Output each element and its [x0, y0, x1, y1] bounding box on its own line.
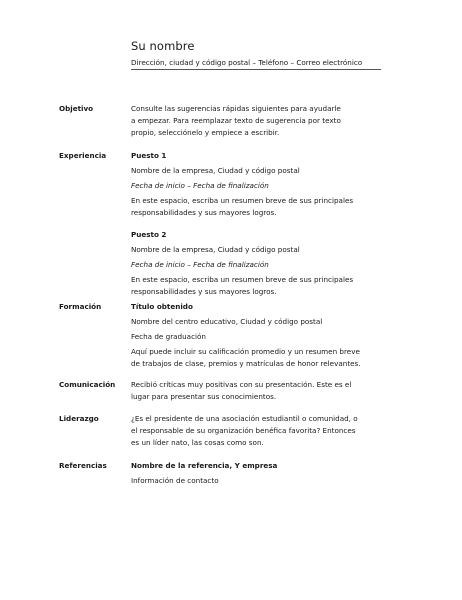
section-label-communication: Comunicación [59, 380, 116, 389]
communication-content[interactable] [131, 380, 385, 402]
leadership-line: el responsable de su organización benéfica favorita? Entonces [131, 426, 356, 435]
objective-line: a empezar. Para reemplazar texto de sugerencia por texto [131, 116, 341, 125]
job-dates: Fecha de inicio – Fecha de finalización [131, 260, 269, 269]
section-label-leadership: Liderazgo [59, 414, 99, 423]
school-name: Nombre del centro educativo, Ciudad y código postal [131, 317, 323, 326]
education-detail-line: Aquí puede incluir su calificación promedio y un resumen breve [131, 347, 360, 356]
communication-line: Recibió críticas muy positivas con su presentación. Este es el [131, 380, 352, 389]
leadership-line: ¿Es el presidente de una asociación estudiantil o comunidad, o [131, 414, 358, 423]
section-label-experience: Experiencia [59, 151, 107, 160]
section-label-objective: Objetivo [59, 104, 94, 113]
section-label-references: Referencias [59, 461, 107, 470]
objective-line: propio, selecciónelo y empiece a escribir. [131, 128, 280, 137]
job-title: Puesto 1 [131, 151, 167, 160]
graduation-date: Fecha de graduación [131, 332, 206, 341]
job-company: Nombre de la empresa, Ciudad y código postal [131, 166, 300, 175]
reference-contact: Información de contacto [131, 476, 219, 485]
leadership-line: es un líder nato, las cosas como son. [131, 438, 264, 447]
education-detail-line: de trabajos de clase, premios y matrículas de honor relevantes. [131, 359, 361, 368]
reference-name: Nombre de la referencia, Y empresa [131, 461, 278, 470]
communication-line: lugar para presentar sus conocimientos. [131, 392, 277, 401]
experience-content[interactable] [131, 151, 385, 297]
education-content[interactable] [131, 302, 385, 369]
job-company: Nombre de la empresa, Ciudad y código postal [131, 245, 300, 254]
job-title: Puesto 2 [131, 230, 167, 239]
references-content[interactable] [131, 461, 385, 486]
objective-content[interactable] [131, 104, 385, 138]
job-summary-line: responsabilidades y sus mayores logros. [131, 287, 277, 296]
objective-line: Consulte las sugerencias rápidas siguientes para ayudarle [131, 104, 341, 113]
degree-title: Título obtenido [131, 302, 193, 311]
section-label-education: Formación [59, 302, 102, 311]
job-summary-line: responsabilidades y sus mayores logros. [131, 208, 277, 217]
job-summary-line: En este espacio, escriba un resumen breve de sus principales [131, 275, 354, 284]
job-dates: Fecha de inicio – Fecha de finalización [131, 181, 269, 190]
contact-line[interactable]: Dirección, ciudad y código postal – Teléfono – Correo electrónico [131, 58, 363, 67]
header-divider [131, 69, 381, 70]
resume-header [131, 39, 381, 68]
leadership-content[interactable] [131, 414, 385, 448]
job-summary-line: En este espacio, escriba un resumen breve de sus principales [131, 196, 354, 205]
candidate-name[interactable]: Su nombre [131, 39, 195, 53]
